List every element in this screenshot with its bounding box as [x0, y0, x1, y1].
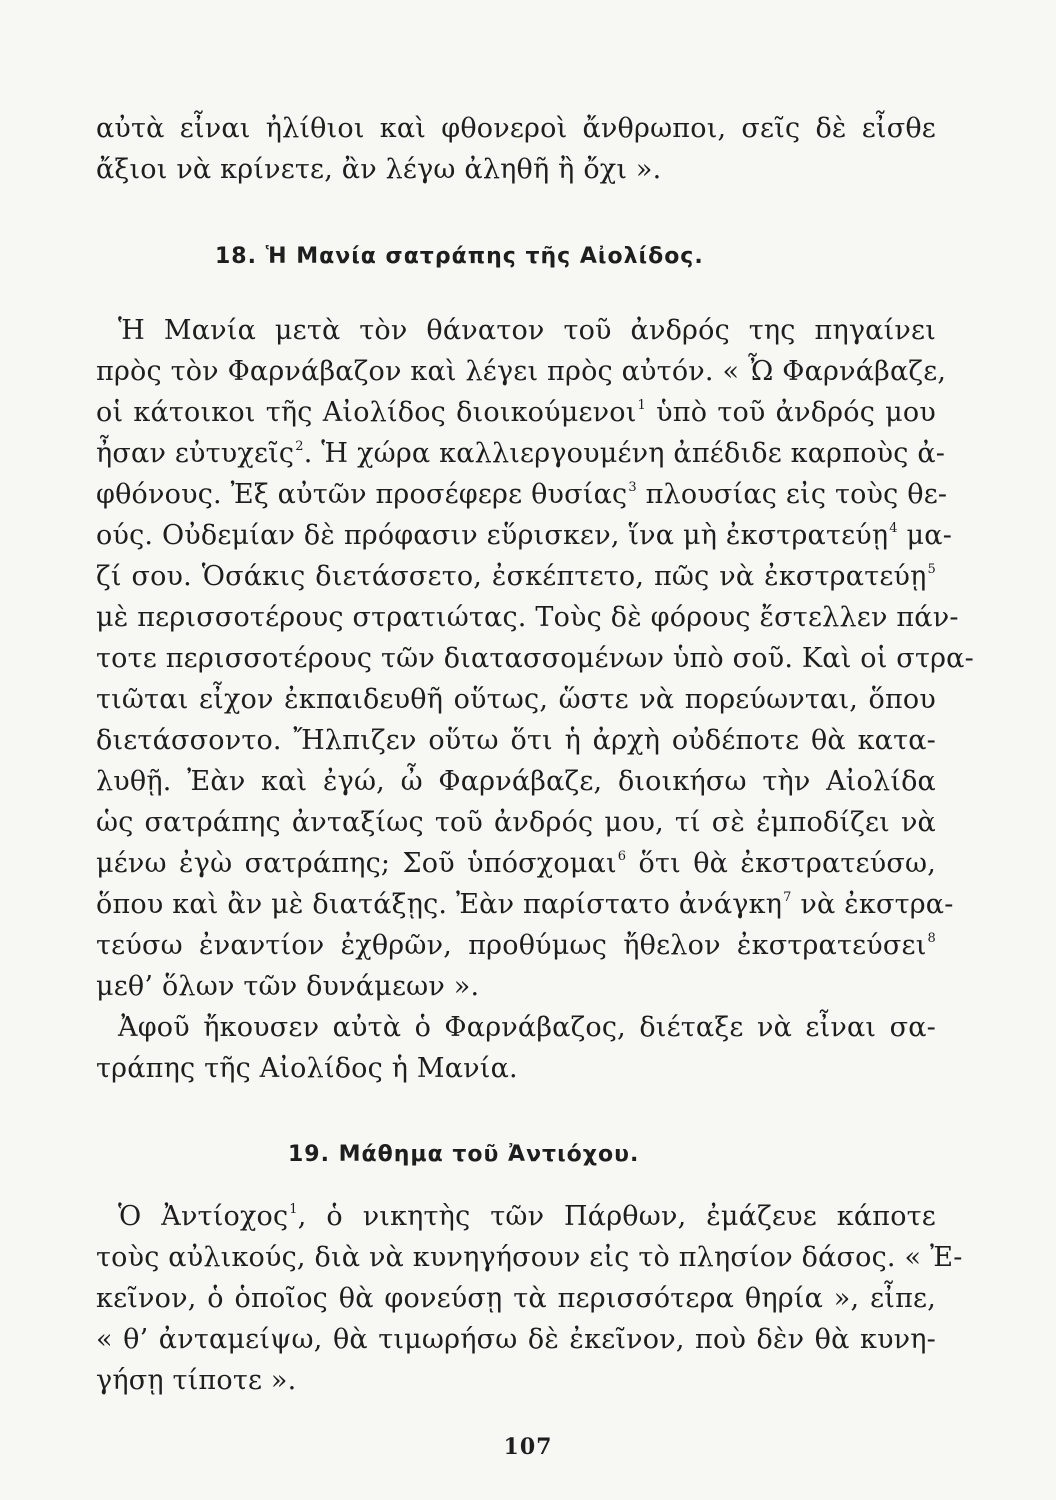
text-line [96, 966, 936, 1007]
line-text: τράπης τῆς Αἰολίδος ἡ Μανία. [96, 1053, 518, 1084]
line-text-continued: . Ἡ χώρα καλλιεργουμένη ἀπέδιδε καρποὺς ἀ- [303, 438, 946, 469]
footnote-marker: 1 [637, 398, 647, 413]
line-text: « θ’ ἀνταμείψω, θὰ τιμωρήσω δὲ ἐκεῖνον, ποὺ δὲν θὰ κυνη- [96, 1324, 936, 1355]
footnote-marker: 4 [889, 521, 898, 536]
text-line [96, 515, 953, 556]
line-text-continued: ὑπὸ τοῦ ἀνδρός μου [646, 397, 936, 428]
line-text: λυθῇ. Ἐὰν καὶ ἐγώ, ὦ Φαρνάβαζε, διοικήσω τὴν Αἰολίδα [96, 766, 936, 797]
line-text-continued: μα- [897, 520, 953, 551]
text-line [96, 351, 947, 392]
line-text: μένω ἐγὼ σατράπης; Σοῦ ὑπόσχομαι [96, 848, 617, 879]
text-line [96, 392, 936, 433]
page-number: 107 [503, 1434, 553, 1460]
line-text: ἦσαν εὐτυχεῖς [96, 438, 295, 469]
section-heading-19: 19. Μάθημα τοῦ Ἀντιόχου. [288, 1142, 640, 1167]
line-text: πρὸς τὸν Φαρνάβαζον καὶ λέγει πρὸς αὐτόν. « Ὦ Φαρνάβαζε, [96, 356, 947, 387]
line-text: ούς. Οὐδεμίαν δὲ πρόφασιν εὕρισκεν, ἵνα μὴ ἐκστρατεύῃ [96, 520, 889, 551]
line-text: οἱ κάτοικοι τῆς Αἰολίδος διοικούμενοι [96, 397, 637, 428]
text-line [96, 720, 936, 761]
footnote-marker: 5 [927, 562, 936, 577]
line-text: τοτε περισσοτέρους τῶν διατασσομένων ὑπὸ σοῦ. Καὶ οἱ στρα- [96, 643, 974, 674]
text-line [96, 1007, 936, 1048]
text-line [96, 884, 954, 925]
line-text: τοὺς αὐλικούς, διὰ νὰ κυνηγήσουν εἰς τὸ πλησίον δάσος. « Ἐ- [96, 1242, 963, 1273]
line-text: Ἀφοῦ ἤκουσεν αὐτὰ ὁ Φαρνάβαζος, διέταξε νὰ εἶναι σα- [118, 1012, 936, 1043]
line-text: μὲ περισσοτέρους στρατιώτας. Τοὺς δὲ φόρους ἔστελλεν πάν- [96, 602, 959, 633]
footnote-marker: 1 [289, 1202, 298, 1217]
line-text: Ὁ Ἀντίοχος [118, 1201, 289, 1232]
intro-paragraph [96, 108, 936, 190]
section-heading-18: 18. Ἡ Μανία σατράπης τῆς Αἰολίδος. [215, 244, 704, 269]
footnote-marker: 2 [295, 439, 304, 454]
line-text: τεύσω ἐναντίον ἐχθρῶν, προθύμως ἤθελον ἐκστρατεύσει [96, 930, 927, 961]
section-18-body [96, 310, 974, 1089]
line-text-continued: πλουσίας εἰς τοὺς θε- [636, 479, 948, 510]
text-line [96, 474, 948, 515]
text-line [96, 1048, 936, 1089]
footnote-marker: 6 [617, 849, 627, 864]
line-text-continued: , ὁ νικητὴς τῶν Πάρθων, ἐμάζευε κάποτε [297, 1201, 936, 1232]
text-line [96, 1319, 936, 1360]
text-line [96, 925, 936, 966]
line-text: τιῶται εἶχον ἐκπαιδευθῆ οὕτως, ὥστε νὰ πορεύωνται, ὅπου [96, 684, 936, 715]
text-line [96, 761, 936, 802]
line-text-continued: ὅτι θὰ ἐκστρατεύσω, [626, 848, 936, 879]
text-line [96, 679, 936, 720]
text-line: ἄξιοι νὰ κρίνετε, ἂν λέγω ἀληθῆ ἢ ὄχι ». [96, 154, 662, 185]
text-line: αὐτὰ εἶναι ἠλίθιοι καὶ φθονεροὶ ἄνθρωποι, σεῖς δὲ εἶσθε [96, 113, 936, 144]
text-line [96, 310, 936, 351]
text-line [96, 802, 936, 843]
text-line [96, 1360, 936, 1401]
line-text: Ἡ Μανία μετὰ τὸν θάνατον τοῦ ἀνδρός της πηγαίνει [118, 315, 936, 346]
line-text: διετάσσοντο. Ἤλπιζεν οὕτω ὅτι ἡ ἀρχὴ οὐδέποτε θὰ κατα- [96, 725, 936, 756]
footnote-marker: 3 [628, 480, 637, 495]
text-line [96, 638, 974, 679]
section-19-body [96, 1196, 963, 1401]
line-text: κεῖνον, ὁ ὁποῖος θὰ φονεύσῃ τὰ περισσότερα θηρία », εἶπε, [96, 1283, 936, 1314]
line-text: φθόνους. Ἐξ αὐτῶν προσέφερε θυσίας [96, 479, 628, 510]
line-text-continued: νὰ ἐκστρα- [791, 889, 954, 920]
text-line [96, 843, 936, 884]
line-text: γήσῃ τίποτε ». [96, 1365, 297, 1396]
text-line [96, 433, 946, 474]
line-text: ζί σου. Ὁσάκις διετάσσετο, ἐσκέπτετο, πῶς νὰ ἐκστρατεύῃ [96, 561, 927, 592]
text-line [96, 1237, 963, 1278]
line-text: ὅπου καὶ ἂν μὲ διατάξῃς. Ἐὰν παρίστατο ἀνάγκη [96, 889, 783, 920]
text-line [96, 1278, 936, 1319]
text-line [96, 556, 936, 597]
text-line [96, 1196, 936, 1237]
line-text: μεθ’ ὅλων τῶν δυνάμεων ». [96, 971, 480, 1002]
footnote-marker: 8 [927, 931, 936, 946]
line-text: ὡς σατράπης ἀνταξίως τοῦ ἀνδρός μου, τί σὲ ἐμποδίζει νὰ [96, 807, 936, 838]
text-line [96, 597, 959, 638]
footnote-marker: 7 [783, 890, 792, 905]
